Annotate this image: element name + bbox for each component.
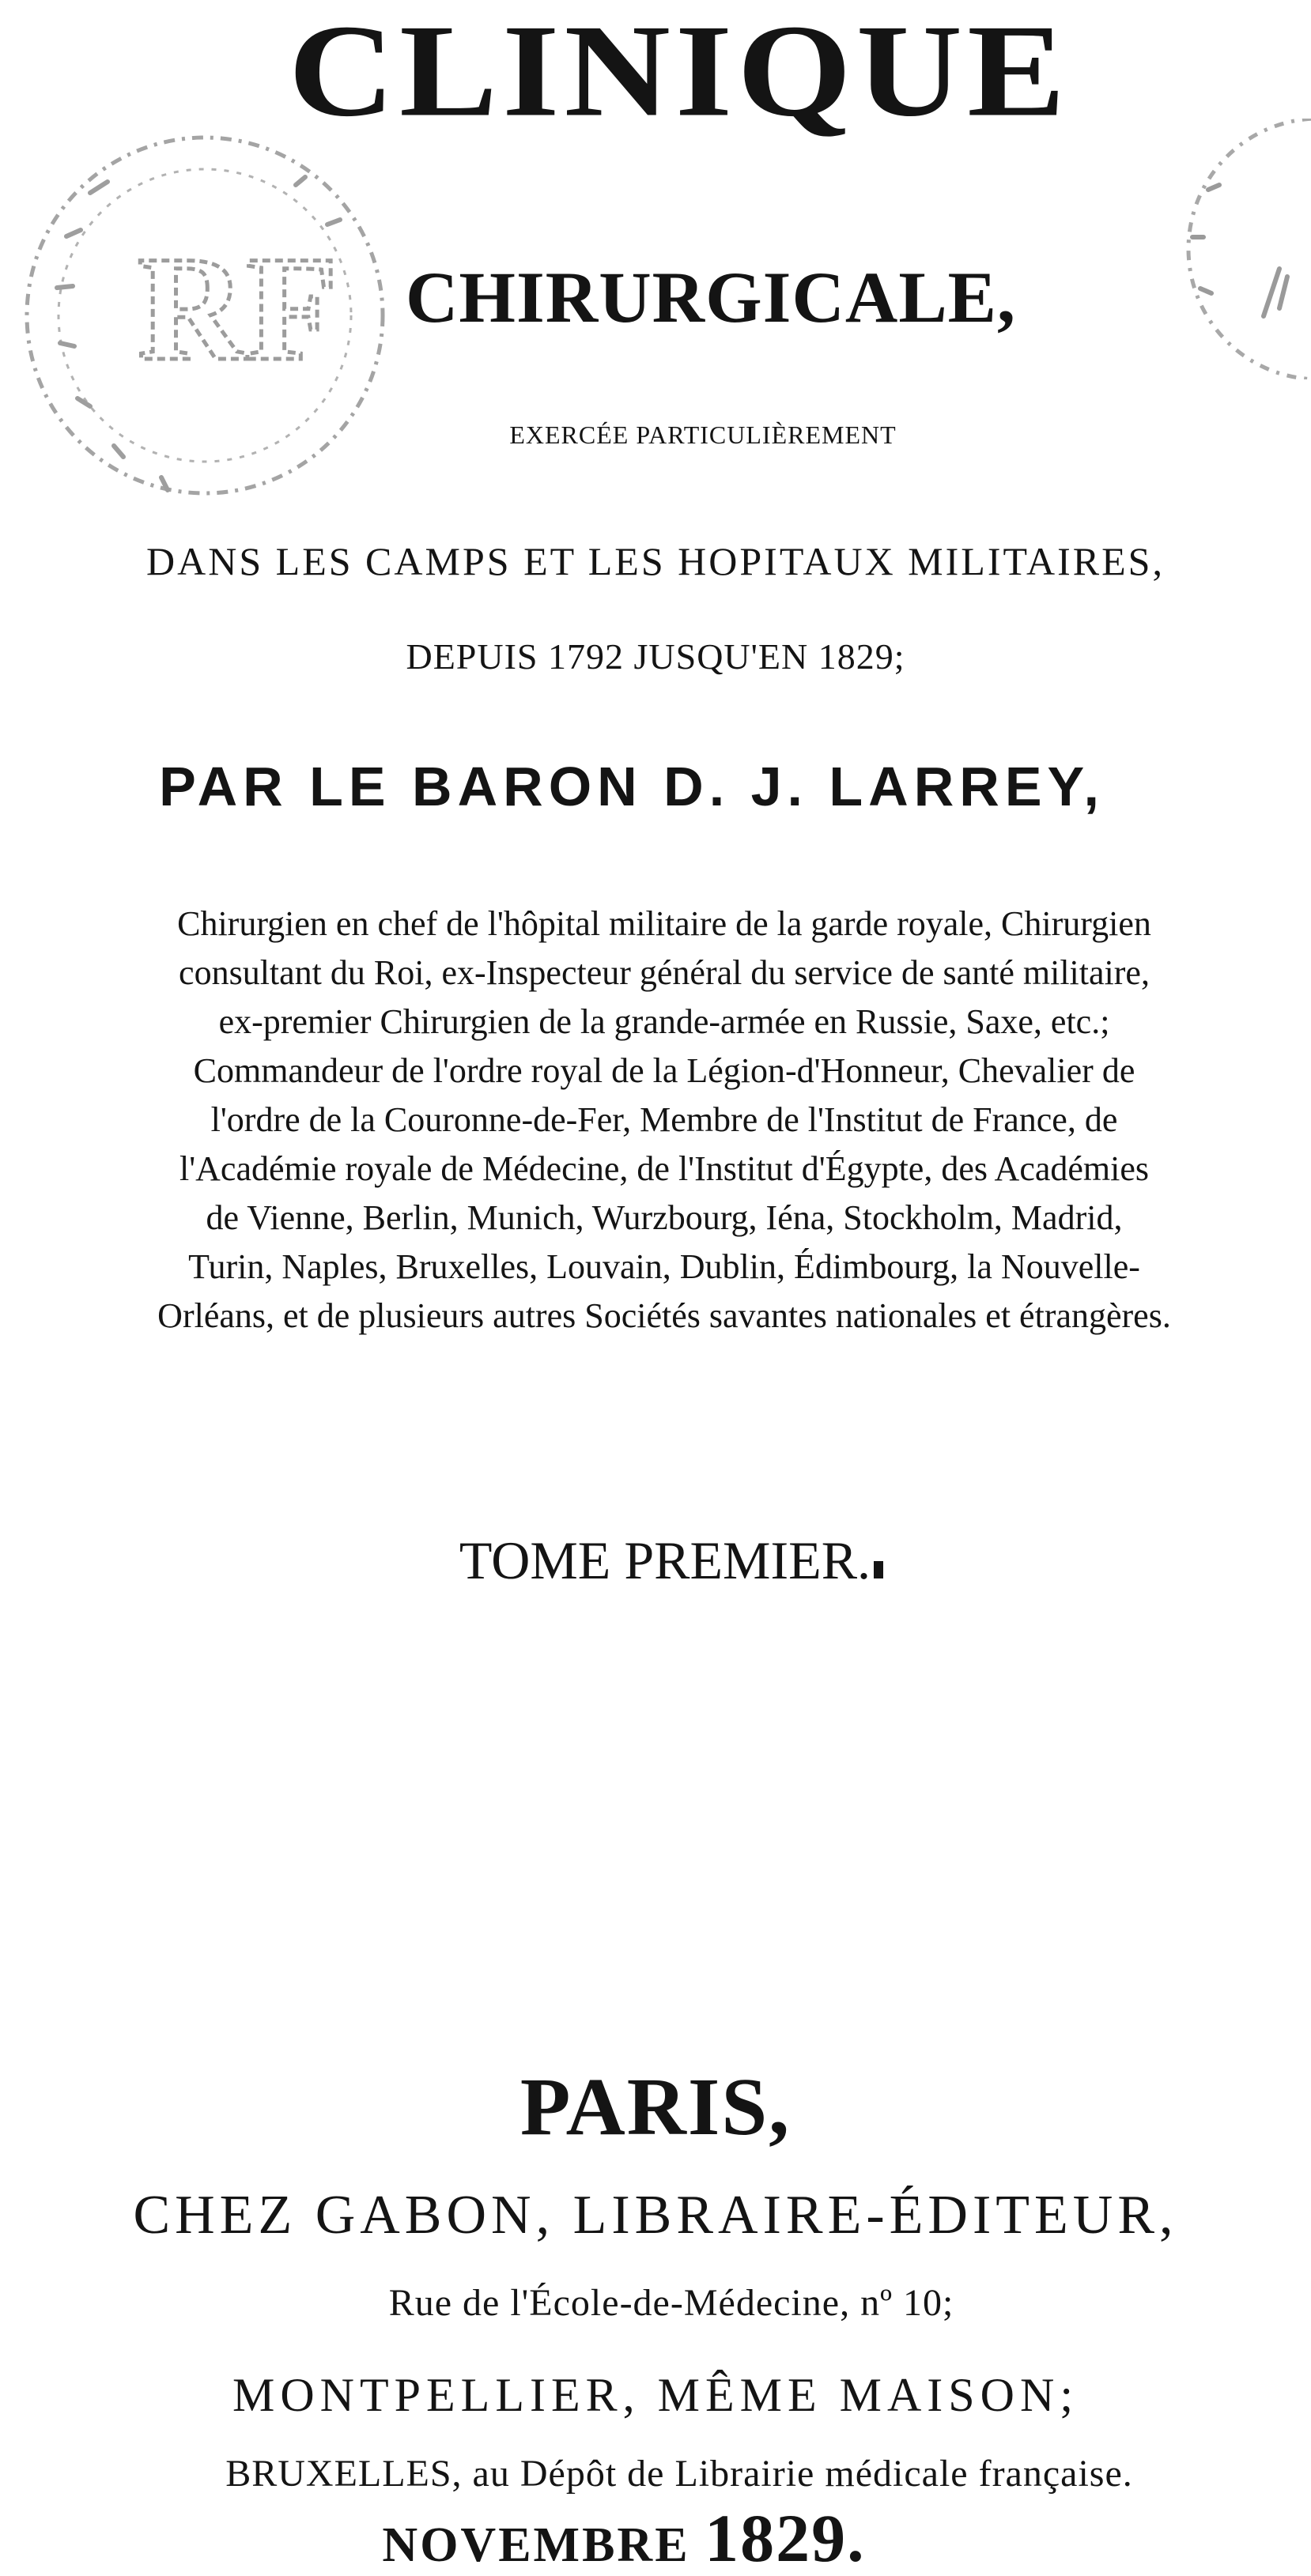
credentials-line: consultant du Roi, ex-Inspecteur général du service de santé militaire, — [179, 953, 1150, 992]
credentials-line: de Vienne, Berlin, Munich, Wurzbourg, Iéna, Stockholm, Madrid, — [206, 1198, 1123, 1237]
credentials-line: l'ordre de la Couronne-de-Fer, Membre de l'Institut de France, de — [210, 1100, 1118, 1139]
author-credentials — [32, 900, 1297, 1341]
credentials-line: Turin, Naples, Bruxelles, Louvain, Dublin, Édimbourg, la Nouvelle- — [188, 1247, 1140, 1286]
ink-mark — [874, 1561, 883, 1578]
imprint-month: NOVEMBRE — [382, 2518, 690, 2572]
book-subtitle: CHIRURGICALE, — [405, 257, 1017, 338]
imprint-address: Rue de l'École-de-Médecine, nº 10; — [388, 2282, 954, 2324]
author-line: PAR LE BARON D. J. LARREY, — [159, 756, 1105, 817]
imprint-depot: BRUXELLES, au Dépôt de Librairie médicale française. — [225, 2453, 1133, 2495]
stamp-monogram: RF — [138, 226, 338, 392]
library-stamp-right — [1161, 119, 1311, 379]
credentials-line: Commandeur de l'ordre royal de la Légion-d'Honneur, Chevalier de — [193, 1051, 1135, 1090]
book-title: CLINIQUE — [288, 0, 1071, 145]
volume-label — [16, 1530, 1311, 1590]
credentials-line: Orléans, et de plusieurs autres Sociétés savantes nationales et étrangères. — [157, 1296, 1171, 1335]
credentials-line: l'Académie royale de Médecine, de l'Institut d'Égypte, des Académies — [179, 1149, 1150, 1188]
imprint-publisher: CHEZ GABON, LIBRAIRE-ÉDITEUR, — [133, 2185, 1178, 2246]
credentials-line: ex-premier Chirurgien de la grande-armée en Russie, Saxe, etc.; — [218, 1002, 1110, 1041]
imprint-year: 1829. — [705, 2500, 866, 2576]
imprint-city: PARIS, — [519, 2061, 792, 2152]
subtitle-qualifier: EXERCÉE PARTICULIÈREMENT — [509, 421, 897, 449]
credentials-line: Chirurgien en chef de l'hôpital militaire de la garde royale, Chirurgien — [177, 904, 1151, 943]
subtitle-period: DEPUIS 1792 JUSQU'EN 1829; — [406, 636, 905, 677]
imprint-branch: MONTPELLIER, MÊME MAISON; — [232, 2369, 1079, 2421]
subtitle-location: DANS LES CAMPS ET LES HOPITAUX MILITAIRES, — [146, 539, 1165, 583]
imprint-date — [0, 2500, 1279, 2576]
volume-text: TOME PREMIER. — [459, 1530, 871, 1590]
